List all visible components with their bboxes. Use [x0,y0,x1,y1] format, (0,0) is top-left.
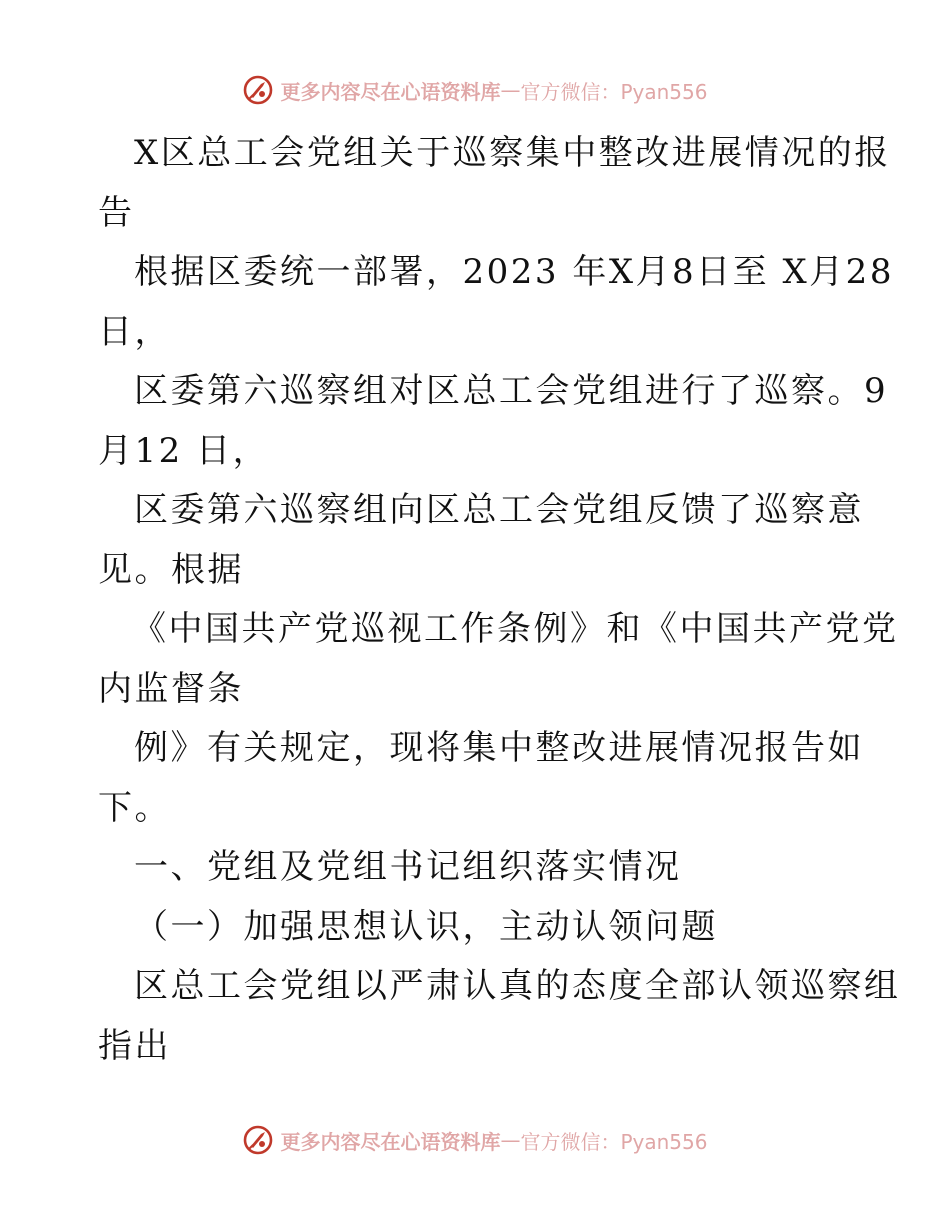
paragraph-line: 见。根据 [98,549,244,590]
watermark-footer [0,1123,950,1157]
subsection-heading: （一）加强思想认识，主动认领问题 [134,906,718,947]
quill-pen-seal-icon [242,1124,274,1156]
watermark-text: 更多内容尽在心语资料库 [280,79,501,104]
paragraph-line: 日， [98,311,171,352]
paragraph-line: 区委第六巡察组对区总工会党组进行了巡察。9 [134,371,889,411]
document-title-line-2: 告 [98,192,135,233]
document-title-line-1: X区总工会党组关于巡察集中整改进展情况的报 [134,133,891,173]
paragraph-line: 例》有关规定，现将集中整改进展情况报告如 [134,728,864,768]
paragraph-line: 区委第六巡察组向区总工会党组反馈了巡察意 [134,490,864,530]
section-heading: 一、党组及党组书记组织落实情况 [134,847,682,887]
paragraph-line: 区总工会党组以严肃认真的态度全部认领巡察组 [134,966,901,1006]
watermark-separator: — [500,78,521,102]
paragraph-line: 下。 [98,787,171,828]
watermark-separator: — [500,1128,521,1152]
paragraph-line: 月12 日， [98,430,270,471]
paragraph-line: 指出 [98,1025,171,1066]
paragraph-line: 内监督条 [98,668,244,709]
watermark-header [0,73,950,107]
document-body [98,124,901,1076]
paragraph-line: 《中国共产党巡视工作条例》和《中国共产党党 [132,609,899,649]
watermark-contact: 官方微信：Pyan556 [520,79,708,104]
watermark-text: 更多内容尽在心语资料库 [280,1129,501,1154]
paragraph-line: 根据区委统一部署，2023 年X月8日至 X月28 [134,252,894,292]
quill-pen-seal-icon [242,74,274,106]
watermark-contact: 官方微信：Pyan556 [520,1129,708,1154]
